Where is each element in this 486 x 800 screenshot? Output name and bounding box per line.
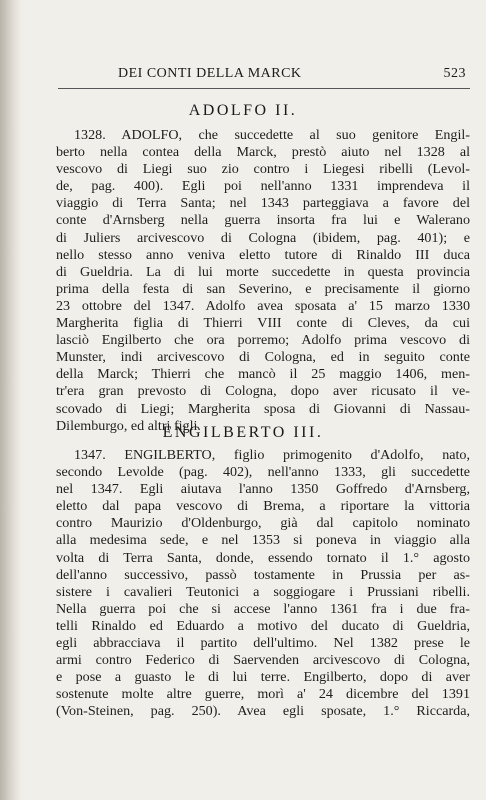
- text-line: Margherita figlia di Thierri VIII conte di Cleves, da cui: [56, 315, 470, 332]
- text-line: vescovo di Liegi suo zio contro i Liegesi ribelli (Levol-: [56, 161, 470, 178]
- text-line: 1328. ADOLFO, che succedette al suo genitore Engil-: [74, 127, 470, 143]
- text-line: Munster, indi arcivescovo di Cologna, ed in seguito conte: [56, 349, 470, 366]
- page-number: 523: [443, 66, 466, 81]
- gutter-shadow: [0, 0, 22, 800]
- text-line: sostenute molte altre guerre, morì a' 24 dicembre del 1391: [56, 686, 470, 703]
- text-line: nello stesso anno veniva eletto tutore di Rinaldo III duca: [56, 246, 470, 263]
- text-line: nel 1347. Egli aiutava l'anno 1350 Goffredo d'Arnsberg,: [56, 481, 470, 498]
- text-line: scovado di Liegi; Margherita sposa di Giovanni di Nassau-: [56, 400, 470, 417]
- text-line: della Marck; Thierri che mancò il 25 maggio 1406, men-: [56, 366, 470, 383]
- text-line: dell'anno successivo, passò tostamente in Prussia per as-: [56, 566, 470, 583]
- text-line: contro Maurizio d'Oldenburgo, già dal capitolo nominato: [56, 515, 470, 532]
- header-rule: [58, 88, 470, 89]
- text-line: viaggio di Terra Santa; nel 1343 parteggiava a favore del: [56, 195, 470, 212]
- text-line: alla medesima sede, e nel 1353 si poneva in viaggio alla: [56, 532, 470, 549]
- text-line: lasciò Engilberto che ora porremo; Adolfo prima vescovo di: [56, 332, 470, 349]
- running-title: DEI CONTI DELLA MARCK: [118, 66, 302, 81]
- text-line: prima della festa di san Severino, e precisamente il giorno: [56, 280, 470, 297]
- text-line: (Von-Steinen, pag. 250). Avea egli sposate, 1.° Riccarda,: [56, 703, 470, 720]
- section-title-engilberto: ENGILBERTO III.: [162, 424, 324, 441]
- text-line: 23 ottobre del 1347. Adolfo avea sposata a' 15 marzo 1330: [56, 297, 470, 314]
- text-line: tr'era gran prevosto di Cologna, dopo aver ricusato il ve-: [56, 383, 470, 400]
- text-line: volta di Terra Santa, donde, essendo tornato il 1.° agosto: [56, 549, 470, 566]
- text-line: e pose a guasto le di lui terre. Engilberto, dopo di aver: [56, 669, 470, 686]
- text-line: conte d'Arnsberg nella guerra insorta fra lui e Walerano: [56, 212, 470, 229]
- text-line: telli Rinaldo ed Eduardo a motivo del ducato di Gueldria,: [56, 617, 470, 634]
- text-line: secondo Levolde (pag. 402), nell'anno 1333, gli succedette: [56, 464, 470, 481]
- text-line: Dilemburgo, ed altri figli.: [56, 417, 201, 434]
- text-line: sistere i cavalieri Teutonici a soggiogare i Prussiani ribelli.: [56, 583, 470, 600]
- section-body-engilberto: [56, 447, 470, 721]
- section-body-adolfo: [56, 127, 470, 435]
- text-line: egli abbracciava il partito dell'ultimo. Nel 1382 prese le: [56, 635, 470, 652]
- text-line: berto nella contea della Marck, prestò aiuto nel 1328 al: [56, 144, 470, 161]
- text-line: eletto dal papa vescovo di Brema, a riportare la vittoria: [56, 498, 470, 515]
- text-line: 1347. ENGILBERTO, figlio primogenito d'Adolfo, nato,: [74, 447, 470, 463]
- text-line: Nella guerra poi che si accese l'anno 1361 fra i due fra-: [56, 600, 470, 617]
- section-title-adolfo: ADOLFO II.: [188, 102, 298, 119]
- text-line: di Gueldria. La di lui morte succedette in questa provincia: [56, 263, 470, 280]
- text-line: di Juliers arcivescovo di Cologna (ibidem, pag. 401); e: [56, 229, 470, 246]
- text-line: armi contro Federico di Saervenden arcivescovo di Cologna,: [56, 652, 470, 669]
- text-line: de, pag. 400). Egli poi nell'anno 1331 imprendeva il: [56, 178, 470, 195]
